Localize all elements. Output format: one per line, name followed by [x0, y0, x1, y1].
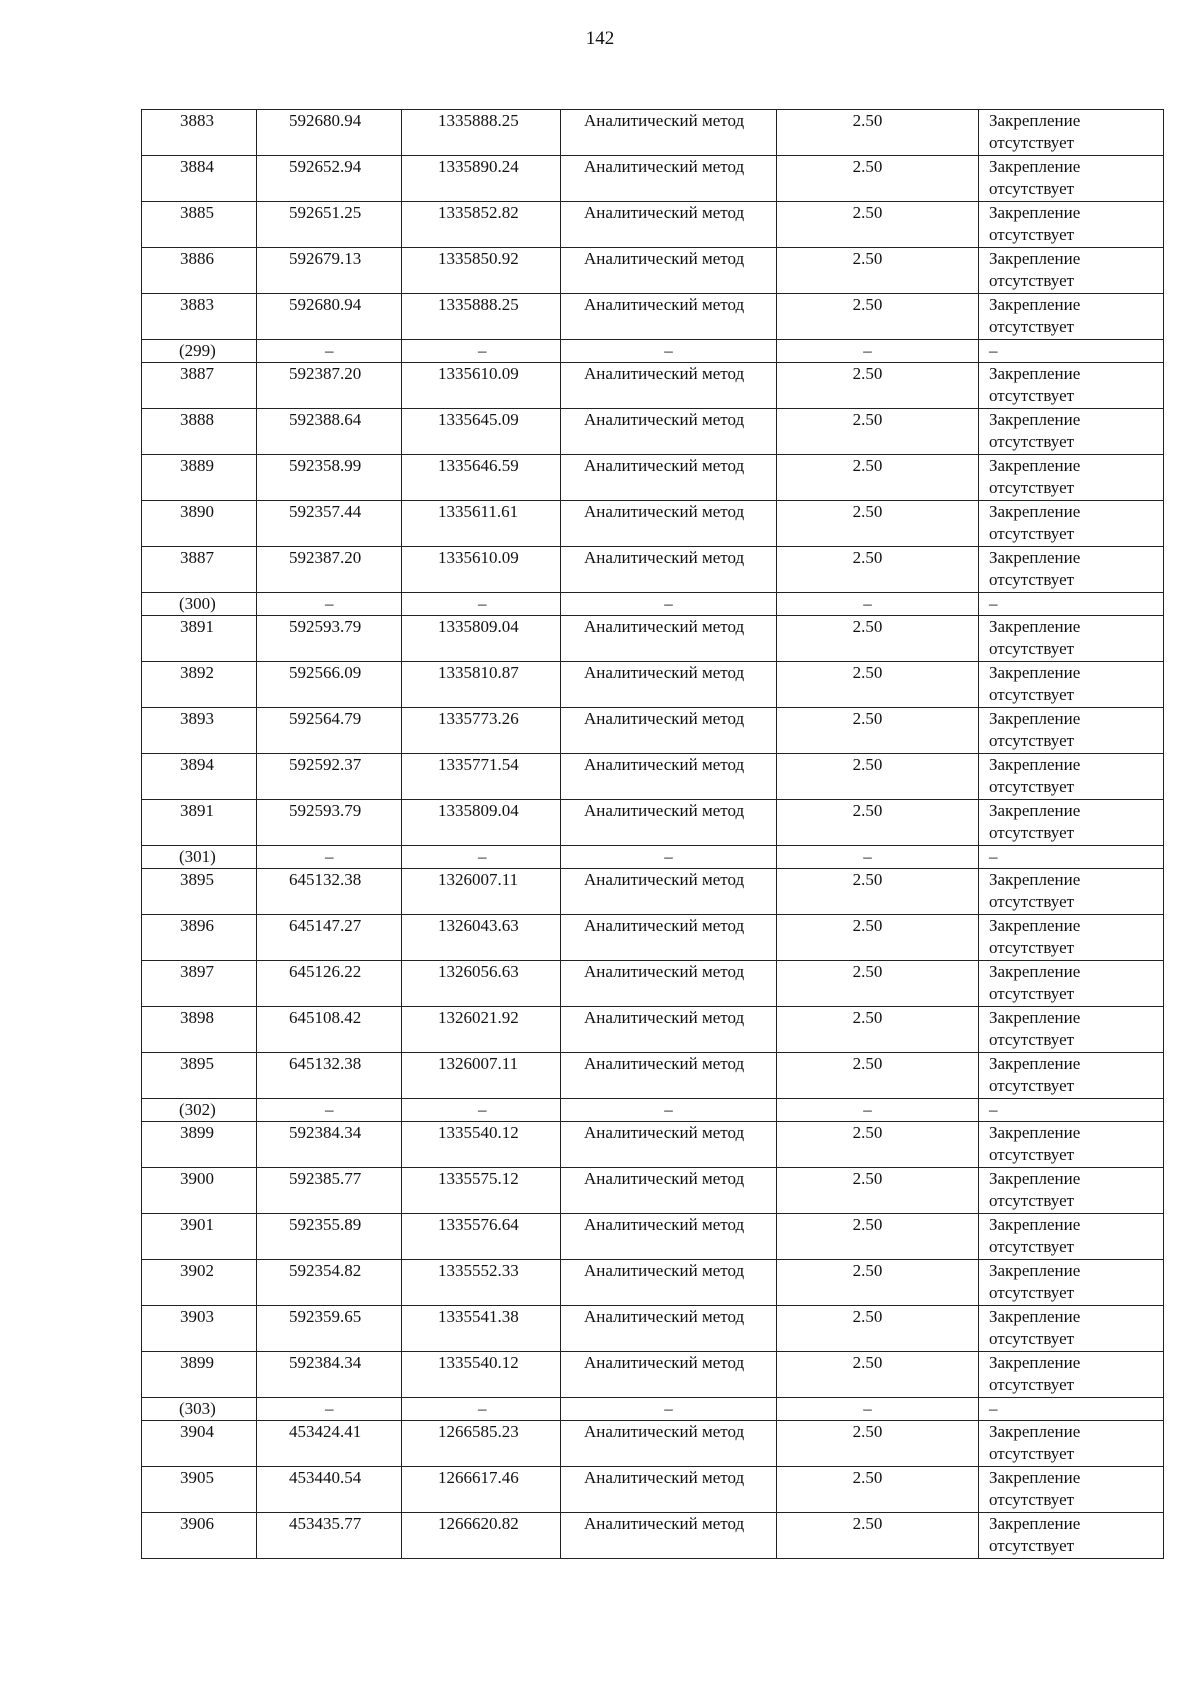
x-coordinate-cell: 592652.94 [257, 156, 402, 202]
method-cell: Аналитический метод [561, 869, 777, 915]
method-cell: Аналитический метод [561, 708, 777, 754]
fixing-cell: Закрепление отсутствует [979, 455, 1164, 501]
point-number-cell: 3886 [142, 248, 257, 294]
method-cell: – [561, 593, 777, 616]
x-coordinate-cell: 453435.77 [257, 1513, 402, 1559]
x-coordinate-cell: 592384.34 [257, 1352, 402, 1398]
fixing-cell: – [979, 846, 1164, 869]
table-row [142, 754, 1164, 800]
point-number-cell: 3885 [142, 202, 257, 248]
table-row [142, 662, 1164, 708]
accuracy-cell: 2.50 [777, 110, 979, 156]
table-row [142, 248, 1164, 294]
y-coordinate-cell: 1326043.63 [402, 915, 561, 961]
table-row [142, 110, 1164, 156]
method-cell: Аналитический метод [561, 1214, 777, 1260]
point-number-cell: 3905 [142, 1467, 257, 1513]
accuracy-cell: 2.50 [777, 1306, 979, 1352]
y-coordinate-cell: 1335575.12 [402, 1168, 561, 1214]
y-coordinate-cell: 1335541.38 [402, 1306, 561, 1352]
y-coordinate-cell: 1266585.23 [402, 1421, 561, 1467]
y-coordinate-cell: – [402, 1099, 561, 1122]
table-row [142, 915, 1164, 961]
accuracy-cell: 2.50 [777, 202, 979, 248]
table-row [142, 202, 1164, 248]
point-number-cell: 3894 [142, 754, 257, 800]
method-cell: Аналитический метод [561, 662, 777, 708]
method-cell: Аналитический метод [561, 1513, 777, 1559]
method-cell: Аналитический метод [561, 1007, 777, 1053]
x-coordinate-cell: 592388.64 [257, 409, 402, 455]
table-row [142, 1260, 1164, 1306]
accuracy-cell: 2.50 [777, 961, 979, 1007]
fixing-cell: Закрепление отсутствует [979, 1352, 1164, 1398]
table-row [142, 1421, 1164, 1467]
method-cell: Аналитический метод [561, 1260, 777, 1306]
method-cell: Аналитический метод [561, 1467, 777, 1513]
y-coordinate-cell: 1335850.92 [402, 248, 561, 294]
coordinates-table-body [142, 110, 1164, 1559]
fixing-cell: Закрепление отсутствует [979, 961, 1164, 1007]
contour-separator-row [142, 846, 1164, 869]
table-row [142, 1513, 1164, 1559]
accuracy-cell: 2.50 [777, 1214, 979, 1260]
fixing-cell: Закрепление отсутствует [979, 501, 1164, 547]
fixing-cell: Закрепление отсутствует [979, 1260, 1164, 1306]
table-row [142, 708, 1164, 754]
table-row [142, 869, 1164, 915]
x-coordinate-cell: 453424.41 [257, 1421, 402, 1467]
point-number-cell: 3898 [142, 1007, 257, 1053]
point-number-cell: (301) [142, 846, 257, 869]
x-coordinate-cell: 592358.99 [257, 455, 402, 501]
accuracy-cell: 2.50 [777, 1260, 979, 1306]
y-coordinate-cell: 1335852.82 [402, 202, 561, 248]
accuracy-cell: 2.50 [777, 616, 979, 662]
point-number-cell: (300) [142, 593, 257, 616]
accuracy-cell: 2.50 [777, 1467, 979, 1513]
fixing-cell: Закрепление отсутствует [979, 915, 1164, 961]
accuracy-cell: 2.50 [777, 248, 979, 294]
x-coordinate-cell: 592679.13 [257, 248, 402, 294]
x-coordinate-cell: 592680.94 [257, 294, 402, 340]
y-coordinate-cell: 1335610.09 [402, 547, 561, 593]
point-number-cell: 3900 [142, 1168, 257, 1214]
fixing-cell: Закрепление отсутствует [979, 1421, 1164, 1467]
accuracy-cell: 2.50 [777, 501, 979, 547]
y-coordinate-cell: 1335611.61 [402, 501, 561, 547]
accuracy-cell: – [777, 593, 979, 616]
method-cell: Аналитический метод [561, 1053, 777, 1099]
y-coordinate-cell: 1335540.12 [402, 1352, 561, 1398]
y-coordinate-cell: 1266617.46 [402, 1467, 561, 1513]
point-number-cell: 3903 [142, 1306, 257, 1352]
point-number-cell: 3892 [142, 662, 257, 708]
x-coordinate-cell: 592384.34 [257, 1122, 402, 1168]
x-coordinate-cell: 645126.22 [257, 961, 402, 1007]
fixing-cell: – [979, 1398, 1164, 1421]
y-coordinate-cell: 1335809.04 [402, 616, 561, 662]
table-row [142, 363, 1164, 409]
fixing-cell: Закрепление отсутствует [979, 869, 1164, 915]
y-coordinate-cell: 1335888.25 [402, 110, 561, 156]
method-cell: Аналитический метод [561, 961, 777, 1007]
method-cell: Аналитический метод [561, 110, 777, 156]
x-coordinate-cell: 592680.94 [257, 110, 402, 156]
accuracy-cell: 2.50 [777, 1513, 979, 1559]
y-coordinate-cell: 1335773.26 [402, 708, 561, 754]
accuracy-cell: – [777, 1099, 979, 1122]
contour-separator-row [142, 1099, 1164, 1122]
fixing-cell: Закрепление отсутствует [979, 754, 1164, 800]
fixing-cell: Закрепление отсутствует [979, 708, 1164, 754]
point-number-cell: (302) [142, 1099, 257, 1122]
method-cell: Аналитический метод [561, 915, 777, 961]
contour-separator-row [142, 593, 1164, 616]
x-coordinate-cell: – [257, 593, 402, 616]
y-coordinate-cell: 1335576.64 [402, 1214, 561, 1260]
point-number-cell: (303) [142, 1398, 257, 1421]
table-row [142, 501, 1164, 547]
contour-separator-row [142, 1398, 1164, 1421]
x-coordinate-cell: 592357.44 [257, 501, 402, 547]
point-number-cell: 3887 [142, 363, 257, 409]
point-number-cell: 3895 [142, 869, 257, 915]
method-cell: Аналитический метод [561, 754, 777, 800]
method-cell: Аналитический метод [561, 800, 777, 846]
accuracy-cell: – [777, 1398, 979, 1421]
point-number-cell: 3896 [142, 915, 257, 961]
fixing-cell: – [979, 340, 1164, 363]
x-coordinate-cell: 592387.20 [257, 547, 402, 593]
accuracy-cell: 2.50 [777, 1122, 979, 1168]
point-number-cell: 3883 [142, 110, 257, 156]
table-row [142, 1214, 1164, 1260]
point-number-cell: 3902 [142, 1260, 257, 1306]
accuracy-cell: 2.50 [777, 915, 979, 961]
method-cell: Аналитический метод [561, 363, 777, 409]
table-row [142, 455, 1164, 501]
fixing-cell: Закрепление отсутствует [979, 248, 1164, 294]
table-row [142, 547, 1164, 593]
y-coordinate-cell: 1335610.09 [402, 363, 561, 409]
method-cell: – [561, 846, 777, 869]
table-row [142, 800, 1164, 846]
method-cell: Аналитический метод [561, 294, 777, 340]
y-coordinate-cell: 1335645.09 [402, 409, 561, 455]
method-cell: Аналитический метод [561, 1122, 777, 1168]
fixing-cell: – [979, 1099, 1164, 1122]
method-cell: Аналитический метод [561, 616, 777, 662]
method-cell: Аналитический метод [561, 501, 777, 547]
accuracy-cell: 2.50 [777, 409, 979, 455]
x-coordinate-cell: – [257, 340, 402, 363]
x-coordinate-cell: – [257, 846, 402, 869]
x-coordinate-cell: 592593.79 [257, 800, 402, 846]
fixing-cell: Закрепление отсутствует [979, 409, 1164, 455]
fixing-cell: – [979, 593, 1164, 616]
point-number-cell: 3887 [142, 547, 257, 593]
method-cell: Аналитический метод [561, 409, 777, 455]
point-number-cell: 3897 [142, 961, 257, 1007]
fixing-cell: Закрепление отсутствует [979, 1513, 1164, 1559]
x-coordinate-cell: 592355.89 [257, 1214, 402, 1260]
accuracy-cell: 2.50 [777, 1168, 979, 1214]
x-coordinate-cell: 592592.37 [257, 754, 402, 800]
table-row [142, 1467, 1164, 1513]
y-coordinate-cell: 1266620.82 [402, 1513, 561, 1559]
method-cell: Аналитический метод [561, 1352, 777, 1398]
point-number-cell: 3899 [142, 1352, 257, 1398]
table-row [142, 1122, 1164, 1168]
accuracy-cell: 2.50 [777, 869, 979, 915]
accuracy-cell: – [777, 846, 979, 869]
y-coordinate-cell: 1335888.25 [402, 294, 561, 340]
table-row [142, 1007, 1164, 1053]
coordinates-table [141, 109, 1164, 1559]
accuracy-cell: 2.50 [777, 662, 979, 708]
fixing-cell: Закрепление отсутствует [979, 1007, 1164, 1053]
point-number-cell: 3890 [142, 501, 257, 547]
accuracy-cell: 2.50 [777, 294, 979, 340]
fixing-cell: Закрепление отсутствует [979, 202, 1164, 248]
table-row [142, 1053, 1164, 1099]
accuracy-cell: 2.50 [777, 800, 979, 846]
point-number-cell: 3891 [142, 800, 257, 846]
y-coordinate-cell: – [402, 846, 561, 869]
fixing-cell: Закрепление отсутствует [979, 800, 1164, 846]
fixing-cell: Закрепление отсутствует [979, 1053, 1164, 1099]
fixing-cell: Закрепление отсутствует [979, 1168, 1164, 1214]
table-row [142, 961, 1164, 1007]
point-number-cell: (299) [142, 340, 257, 363]
x-coordinate-cell: – [257, 1398, 402, 1421]
table-row [142, 294, 1164, 340]
accuracy-cell: 2.50 [777, 1352, 979, 1398]
x-coordinate-cell: 645108.42 [257, 1007, 402, 1053]
y-coordinate-cell: 1335552.33 [402, 1260, 561, 1306]
x-coordinate-cell: 645132.38 [257, 1053, 402, 1099]
fixing-cell: Закрепление отсутствует [979, 662, 1164, 708]
y-coordinate-cell: 1326056.63 [402, 961, 561, 1007]
y-coordinate-cell: 1326021.92 [402, 1007, 561, 1053]
fixing-cell: Закрепление отсутствует [979, 294, 1164, 340]
fixing-cell: Закрепление отсутствует [979, 363, 1164, 409]
point-number-cell: 3891 [142, 616, 257, 662]
y-coordinate-cell: – [402, 593, 561, 616]
method-cell: Аналитический метод [561, 248, 777, 294]
table-row [142, 409, 1164, 455]
fixing-cell: Закрепление отсутствует [979, 616, 1164, 662]
method-cell: Аналитический метод [561, 1421, 777, 1467]
x-coordinate-cell: 592564.79 [257, 708, 402, 754]
method-cell: Аналитический метод [561, 1306, 777, 1352]
x-coordinate-cell: 592387.20 [257, 363, 402, 409]
point-number-cell: 3904 [142, 1421, 257, 1467]
point-number-cell: 3889 [142, 455, 257, 501]
method-cell: Аналитический метод [561, 455, 777, 501]
accuracy-cell: 2.50 [777, 156, 979, 202]
point-number-cell: 3883 [142, 294, 257, 340]
accuracy-cell: 2.50 [777, 708, 979, 754]
y-coordinate-cell: 1335809.04 [402, 800, 561, 846]
x-coordinate-cell: 453440.54 [257, 1467, 402, 1513]
accuracy-cell: 2.50 [777, 455, 979, 501]
x-coordinate-cell: 645147.27 [257, 915, 402, 961]
table-row [142, 616, 1164, 662]
method-cell: Аналитический метод [561, 1168, 777, 1214]
accuracy-cell: 2.50 [777, 1007, 979, 1053]
y-coordinate-cell: – [402, 340, 561, 363]
method-cell: Аналитический метод [561, 156, 777, 202]
accuracy-cell: – [777, 340, 979, 363]
x-coordinate-cell: 592354.82 [257, 1260, 402, 1306]
y-coordinate-cell: – [402, 1398, 561, 1421]
method-cell: – [561, 1398, 777, 1421]
fixing-cell: Закрепление отсутствует [979, 1467, 1164, 1513]
x-coordinate-cell: 592566.09 [257, 662, 402, 708]
table-row [142, 1306, 1164, 1352]
x-coordinate-cell: 592385.77 [257, 1168, 402, 1214]
method-cell: – [561, 1099, 777, 1122]
accuracy-cell: 2.50 [777, 1053, 979, 1099]
point-number-cell: 3884 [142, 156, 257, 202]
point-number-cell: 3899 [142, 1122, 257, 1168]
x-coordinate-cell: 645132.38 [257, 869, 402, 915]
fixing-cell: Закрепление отсутствует [979, 547, 1164, 593]
accuracy-cell: 2.50 [777, 754, 979, 800]
point-number-cell: 3888 [142, 409, 257, 455]
page-number: 142 [585, 28, 615, 49]
fixing-cell: Закрепление отсутствует [979, 156, 1164, 202]
table-row [142, 1352, 1164, 1398]
x-coordinate-cell: 592651.25 [257, 202, 402, 248]
y-coordinate-cell: 1335890.24 [402, 156, 561, 202]
table-row [142, 1168, 1164, 1214]
fixing-cell: Закрепление отсутствует [979, 1306, 1164, 1352]
method-cell: Аналитический метод [561, 202, 777, 248]
y-coordinate-cell: 1335810.87 [402, 662, 561, 708]
point-number-cell: 3893 [142, 708, 257, 754]
y-coordinate-cell: 1326007.11 [402, 1053, 561, 1099]
point-number-cell: 3906 [142, 1513, 257, 1559]
x-coordinate-cell: 592593.79 [257, 616, 402, 662]
fixing-cell: Закрепление отсутствует [979, 1122, 1164, 1168]
table-row [142, 156, 1164, 202]
fixing-cell: Закрепление отсутствует [979, 1214, 1164, 1260]
fixing-cell: Закрепление отсутствует [979, 110, 1164, 156]
point-number-cell: 3901 [142, 1214, 257, 1260]
accuracy-cell: 2.50 [777, 547, 979, 593]
y-coordinate-cell: 1335540.12 [402, 1122, 561, 1168]
point-number-cell: 3895 [142, 1053, 257, 1099]
y-coordinate-cell: 1335771.54 [402, 754, 561, 800]
x-coordinate-cell: 592359.65 [257, 1306, 402, 1352]
y-coordinate-cell: 1335646.59 [402, 455, 561, 501]
accuracy-cell: 2.50 [777, 1421, 979, 1467]
contour-separator-row [142, 340, 1164, 363]
y-coordinate-cell: 1326007.11 [402, 869, 561, 915]
accuracy-cell: 2.50 [777, 363, 979, 409]
x-coordinate-cell: – [257, 1099, 402, 1122]
method-cell: – [561, 340, 777, 363]
method-cell: Аналитический метод [561, 547, 777, 593]
